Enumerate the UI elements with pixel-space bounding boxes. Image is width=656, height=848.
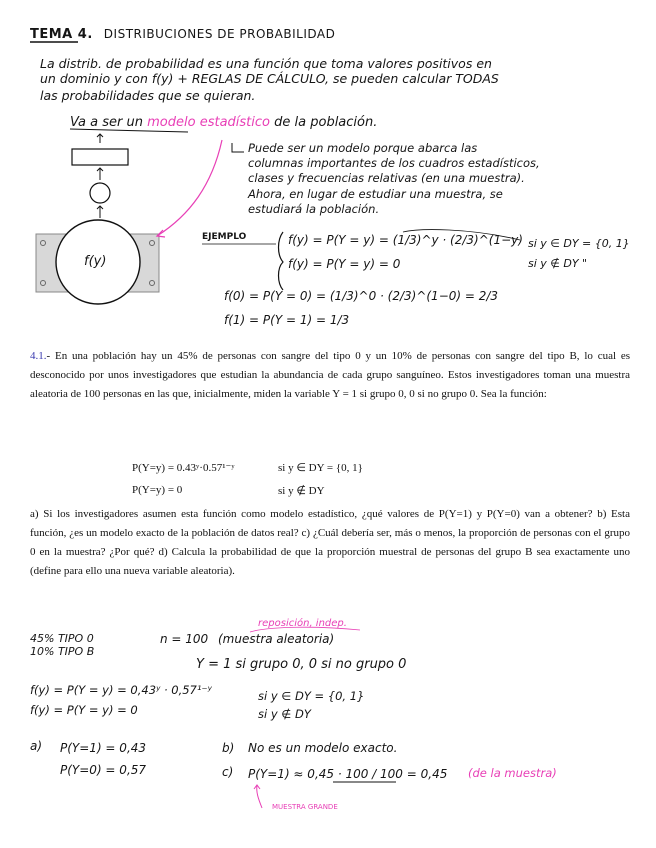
ejemplo-calc-2: f(1) = P(Y = 1) = 1/3 bbox=[224, 313, 350, 327]
side-note-4: Ahora, en lugar de estudiar una muestra, se bbox=[248, 187, 503, 201]
solution-c-label: c) bbox=[222, 765, 234, 779]
solution-n: n = 100 bbox=[160, 632, 209, 646]
intro-line-3: las probabilidades que se quieran. bbox=[40, 88, 256, 103]
title-prefix: TEMA 4. bbox=[30, 27, 93, 42]
solution-f-cond-1: si y ∈ DY = {0, 1} bbox=[258, 689, 365, 703]
page-title bbox=[30, 28, 335, 42]
side-note-3: clases y frecuencias relativas (en una muestra). bbox=[248, 171, 525, 185]
pink-arrow bbox=[157, 140, 222, 236]
solution-n-note: (muestra aleatoria) bbox=[218, 632, 335, 646]
solution-data-1: 45% TIPO 0 bbox=[30, 632, 94, 645]
exercise-cond-2: si y ∉ DY bbox=[278, 485, 325, 497]
side-note-5: estudiará la población. bbox=[248, 202, 380, 216]
solution-a-2: P(Y=0) = 0,57 bbox=[60, 763, 147, 777]
exercise-formula-2: P(Y=y) = 0 bbox=[132, 484, 183, 496]
solution-pink-note: reposición, indep. bbox=[258, 618, 347, 629]
side-note-1: Puede ser un modelo porque abarca las bbox=[248, 141, 478, 155]
diagram-box bbox=[72, 149, 128, 165]
solution-b-label: b) bbox=[222, 741, 235, 755]
solution-f-line-1: f(y) = P(Y = y) = 0,43ʸ · 0,57¹⁻ʸ bbox=[30, 683, 212, 697]
title-text: DISTRIBUCIONES DE PROBABILIDAD bbox=[103, 27, 336, 41]
solution-data-2: 10% TIPO B bbox=[30, 645, 95, 658]
exercise-questions bbox=[30, 505, 630, 581]
ejemplo-cond-2: si y ∉ DY " bbox=[528, 257, 588, 270]
solution-variable: Y = 1 si grupo 0, 0 si no grupo 0 bbox=[196, 657, 407, 672]
solution-f-cond-2: si y ∉ DY bbox=[258, 707, 311, 721]
ejemplo-line-1: f(y) = P(Y = y) = (1/3)^y · (2/3)^(1−y) bbox=[288, 233, 523, 247]
solution-a-1: P(Y=1) = 0,43 bbox=[60, 741, 147, 755]
exercise-statement bbox=[30, 347, 630, 404]
solution-b: No es un modelo exacto. bbox=[248, 741, 398, 755]
diagram-small-circle bbox=[90, 183, 110, 203]
model-line-after: de la población. bbox=[274, 115, 378, 130]
model-line-highlight: modelo estadístico bbox=[147, 115, 270, 130]
model-line-before: Va a ser un bbox=[70, 115, 143, 130]
intro-line-1: La distrib. de probabilidad es una función que toma valores positivos en bbox=[40, 56, 492, 71]
exercise-questions-text: a) Si los investigadores asumen esta función como modelo estadístico, ¿qué valores de P(Y=1) y P(Y=0) van a obtener? b) Esta función, ¿es un modelo exacto de la población de datos real? c) ¿Cuál debería ser, más o menos, la proporción de personas con el grupo 0 en la muestra? ¿Por qué? d) Calcula la probabilidad de que la proporción muestral de personas del grupo B sea exactamente uno (define para ello una nueva variable aleatoria). bbox=[30, 508, 630, 577]
solution-a-label: a) bbox=[30, 739, 43, 753]
ejemplo-line-2: f(y) = P(Y = y) = 0 bbox=[288, 257, 401, 271]
model-line bbox=[70, 116, 377, 130]
solution-c-note: (de la muestra) bbox=[468, 766, 557, 780]
intro-line-2: un dominio y con f(y) + REGLAS DE CÁLCULO, se pueden calcular TODAS bbox=[40, 71, 499, 86]
solution-big-sample: MUESTRA GRANDE bbox=[272, 803, 338, 811]
exercise-number: 4.1. bbox=[30, 350, 47, 362]
ejemplo-label: EJEMPLO bbox=[202, 232, 247, 242]
exercise-formula-1: P(Y=y) = 0.43ʸ·0.57¹⁻ʸ bbox=[132, 462, 235, 474]
exercise-cond-1: si y ∈ DY = {0, 1} bbox=[278, 462, 363, 474]
solution-f-line-2: f(y) = P(Y = y) = 0 bbox=[30, 703, 138, 717]
diagram-symbol: f(y) bbox=[84, 254, 107, 269]
side-note-2: columnas importantes de los cuadros estadísticos, bbox=[248, 156, 540, 170]
exercise-text: - En una población hay un 45% de personas con sangre del tipo 0 y un 10% de personas con sangre del tipo B, lo cual es desconocido por unos investigadores que estudian la abundancia de cada grupo sanguíneo. Estos investigadores toman una muestra aleatoria de 100 personas en las que, inicialmente, miden la variable Y = 1 si grupo 0, 0 si no grupo 0. Sea la función: bbox=[30, 350, 630, 400]
ejemplo-calc-1: f(0) = P(Y = 0) = (1/3)^0 · (2/3)^(1−0) = 2/3 bbox=[224, 289, 499, 303]
ejemplo-cond-1: si y ∈ DY = {0, 1} bbox=[528, 237, 630, 250]
solution-c: P(Y=1) ≈ 0,45 · 100 / 100 = 0,45 bbox=[248, 767, 448, 781]
